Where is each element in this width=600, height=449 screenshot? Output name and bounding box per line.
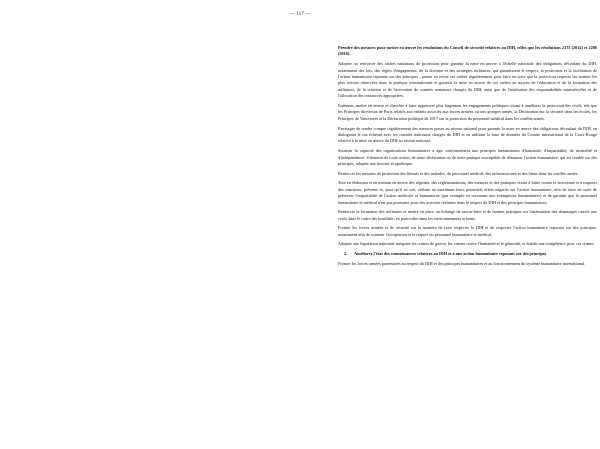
paragraph: Adopter une législation nationale intégrant les crimes de guerre, les crimes contre l'humanité et le génocide, et établir une compétence pour ces crimes. (338, 241, 595, 247)
paragraph: Soutenir la capacité des organisations humanitaires à agir conformément aux principes humanitaires d'humanité, d'impartialité, de neutralité et d'indépendance. S'abstenir de toute action, de toute déclaration ou de toute pratique susceptible de dénaturer l'action humanitaire, qui est fondée sur des principes, adaptée aux besoins et apolitique. (338, 148, 597, 166)
paragraph: Tout en élaborant et en mettant en œuvre des régimes, des réglementations, des mesures et des pratiques visant à lutter contre le terrorisme et à imposer des sanctions, prévenir et, quoi qu'il en soit, réduire au maximum leurs potentiels effets négatifs sur l'action humanitaire, afin de faire en sorte de préserver l'impartialité de l'action médicale et humanitaire (par exemple en recourant aux exemptions humanitaires) et de garantir que le personnel humanitaire et médical n'est pas poursuivi pour des activités réalisées dans le respect du DIH et des principes humanitaires. (338, 180, 597, 205)
paragraph: Entériner, mettre en œuvre et chercher à faire approuver plus largement les engagements politiques visant à améliorer la protection des civils, tels que les Principes directeurs de Paris relatifs aux enfants associés aux forces armées ou aux groupes armés, la Déclaration sur la sécurité dans les écoles, les Principes de Vancouver et la Déclaration politique de 2017 sur la protection du personnel médical dans les conflits armés. (338, 103, 597, 121)
section-title: Améliorer l'état des connaissances relatives au DIH et à une action humanitaire reposant sur des principes (354, 251, 547, 257)
paragraph: Envisager de rendre compte régulièrement des mesures prises au niveau national pour garantir la mise en œuvre des obligations découlant du DIH, en dialoguant le cas échéant avec les comités nationaux chargés du DIH et en utilisant la base de données du Comité international de la Croix-Rouge relative à la mise en œuvre du DIH au niveau national. (338, 125, 597, 144)
paragraph: Former les forces armées et de sécurité sur la manière de faire respecter le DIH et de respecter l'action humanitaire reposant sur des principes, notamment afin de soutenir l'acceptation et le respect du personnel humanitaire et médical. (338, 225, 597, 237)
paragraph: Former les forces armées partenaires au respect du DIH et des principes humanitaires et au fonctionnement du système humanitaire international. (338, 260, 586, 266)
body-text (338, 45, 597, 270)
paragraph: Renforcer les mesures de protection des blessés et des malades, du personnel médical, des infrastructures et des biens dans les conflits armés. (338, 170, 579, 176)
paragraph: Adopter ou renforcer des cadres nationaux de protection pour garantir la mise en œuvre à l'échelle nationale des obligations découlant du DIH, notamment des lois, des règles d'engagement, de la doctrine et des stratégies militaires, qui garantissent le respect, la protection et la facilitation de l'action humanitaire reposant sur des principes ; passer en revue ces cadres régulièrement pour faire en sorte que la protection respecte les normes les plus strictes observées dans la pratique internationale et garantir la mise en œuvre de ces cadres au moyen de l'éducation et de la formation des militaires, de la création et de l'activation de comités nationaux chargés du DIH, ainsi que de l'attribution des responsabilités ministérielles et de l'allocation des ressources appropriées. (338, 61, 597, 99)
paragraph: Renforcer la formation des militaires et mettre en place un échange de savoir-faire et de bonnes pratiques sur l'atténuation des dommages causés aux civils dans le cadre des hostilités, en particulier dans les environnements urbains. (338, 209, 597, 221)
paragraph: Prendre des mesures pour mettre en œuvre les résolutions du Conseil de sécurité relatives au DIH, telles que les résolutions 2175 (2014) et 2286 (2016). (338, 45, 597, 57)
page-number: — 117 — (289, 11, 311, 17)
section-heading (338, 251, 597, 257)
section-number: 2. (344, 251, 348, 257)
